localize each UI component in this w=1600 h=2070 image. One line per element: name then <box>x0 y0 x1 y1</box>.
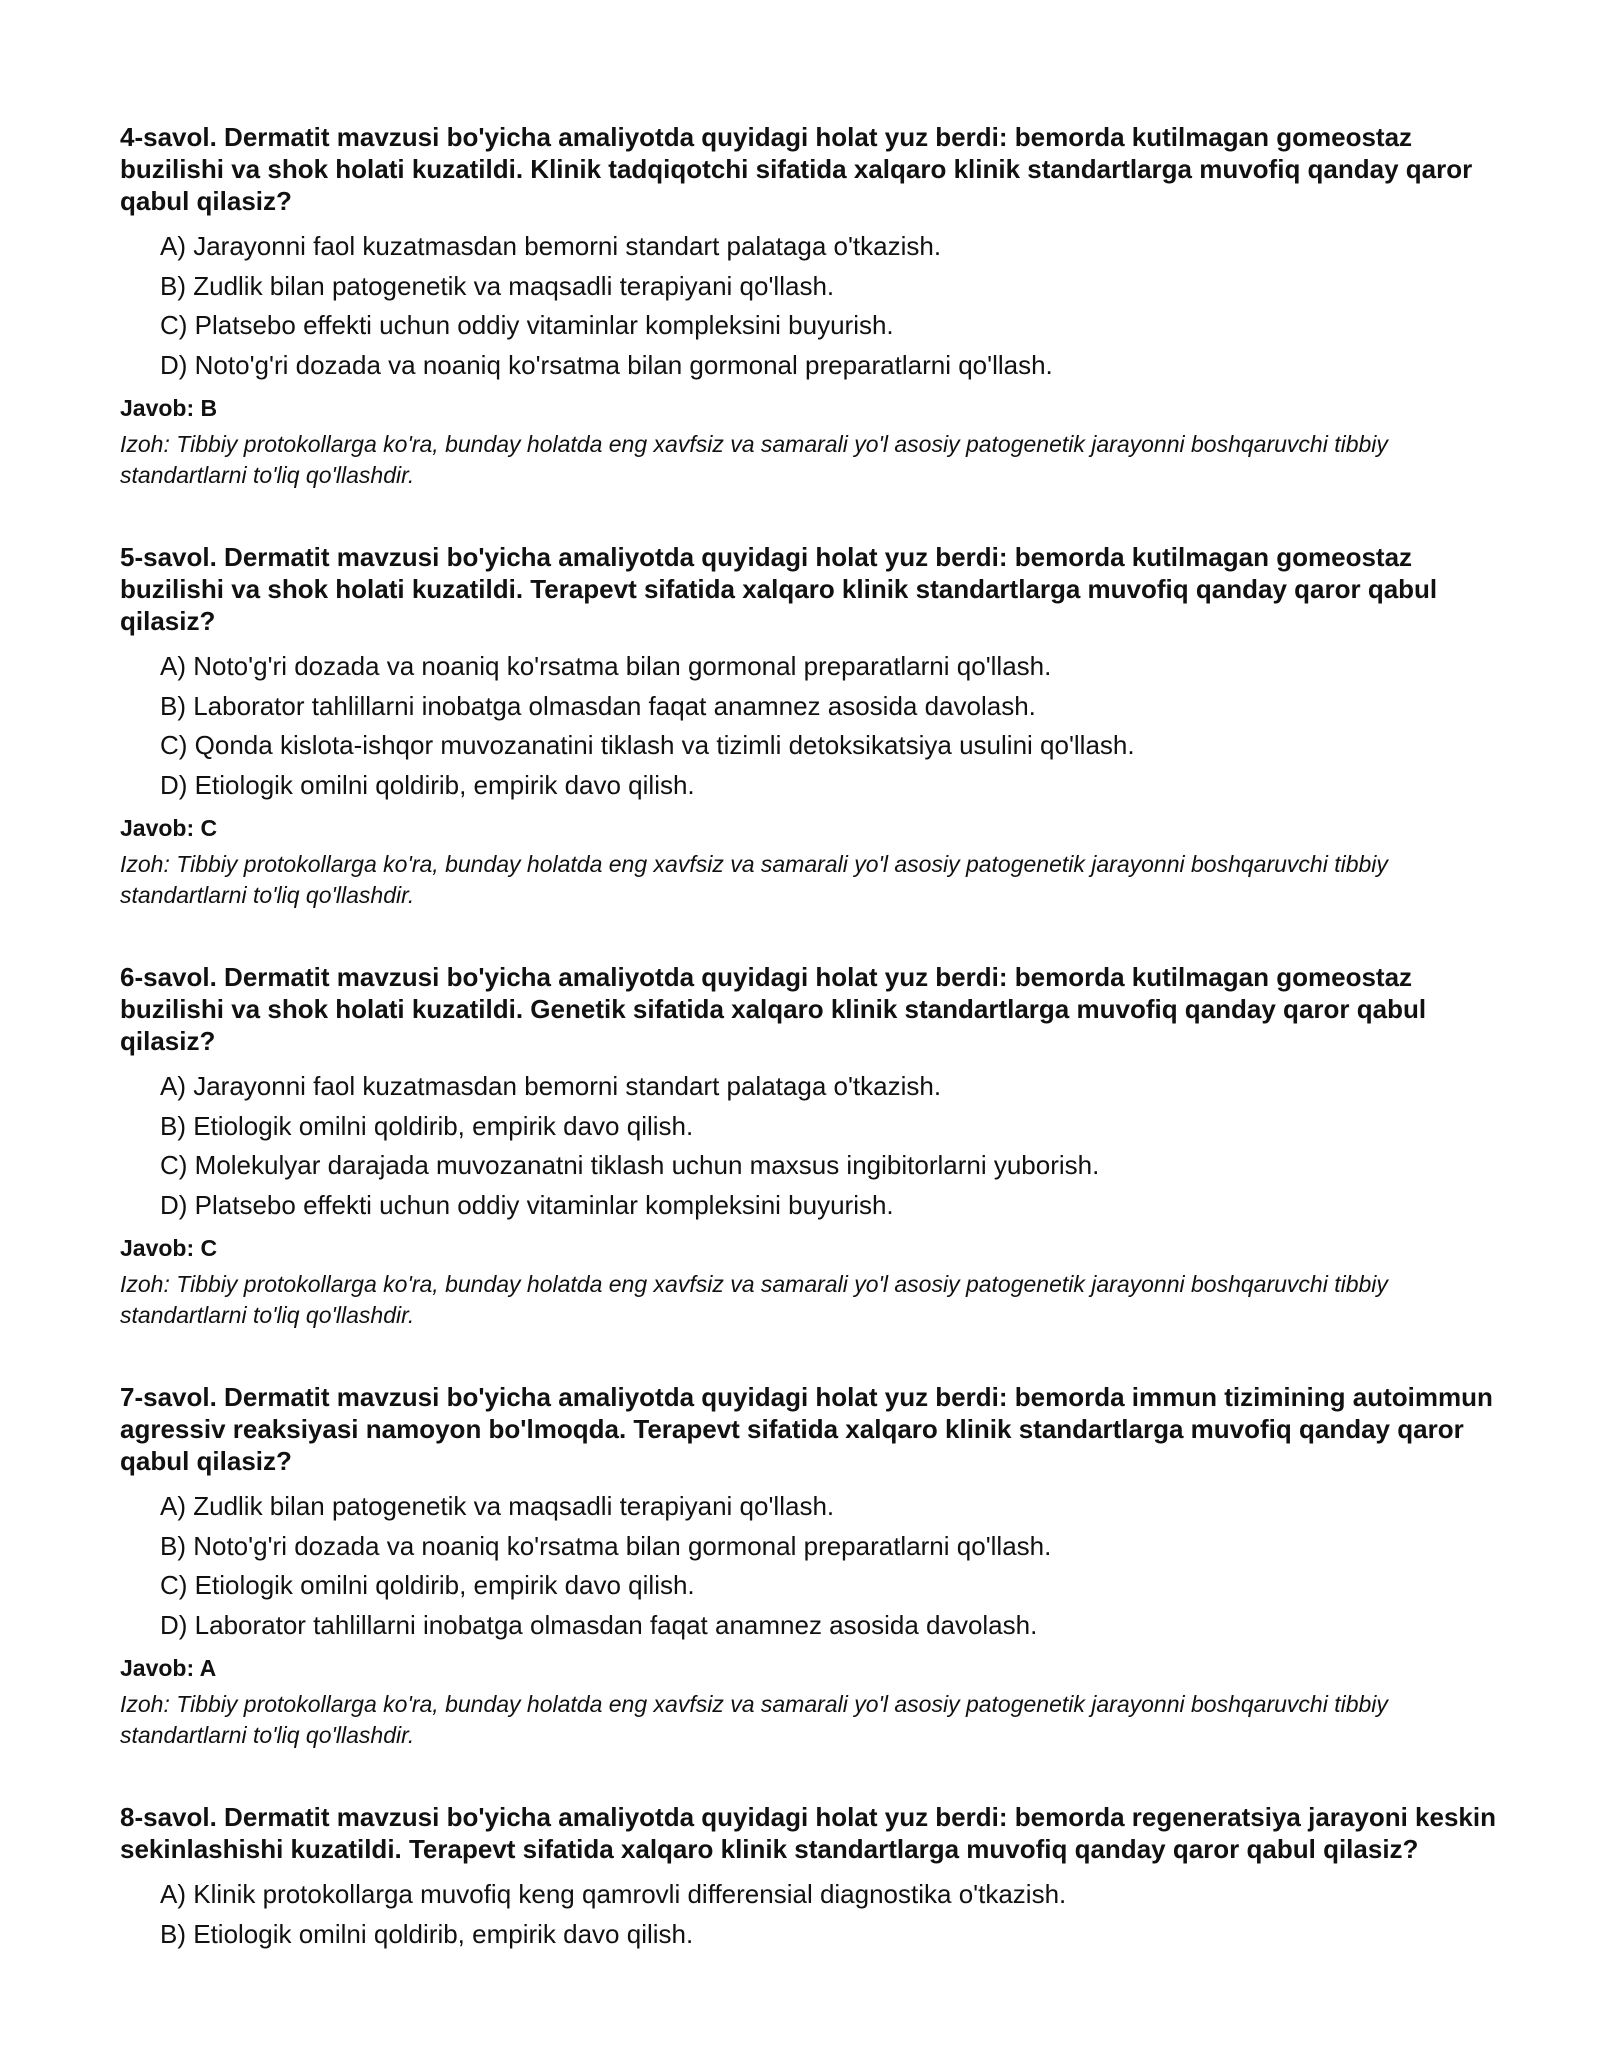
option-c: C) Platsebo effekti uchun oddiy vitaminlar kompleksini buyurish. <box>160 310 894 340</box>
option-list <box>120 1067 1500 1225</box>
question-title: 7-savol. Dermatit mavzusi bo'yicha amaliyotda quyidagi holat yuz berdi: bemorda immun tizimining autoimmun agressiv reaksiyasi namoyon bo'lmoqda. Terapevt sifatida xalqaro klinik standartlarga muvofiq qanday qaror qabul qilasiz? <box>120 1382 1493 1476</box>
question-6 <box>120 961 1500 1331</box>
option-a: A) Zudlik bilan patogenetik va maqsadli terapiyani qo'llash. <box>160 1491 835 1521</box>
option-list <box>120 647 1500 805</box>
document-page <box>120 121 1500 2004</box>
question-7 <box>120 1381 1500 1751</box>
option-b: B) Laborator tahlillarni inobatga olmasdan faqat anamnez asosida davolash. <box>160 690 1036 721</box>
question-5 <box>120 541 1500 911</box>
option-c: C) Molekulyar darajada muvozanatni tiklash uchun maxsus ingibitorlarni yuborish. <box>160 1150 1100 1180</box>
question-8 <box>120 1801 1500 1954</box>
question-title: 6-savol. Dermatit mavzusi bo'yicha amaliyotda quyidagi holat yuz berdi: bemorda kutilmagan gomeostaz buzilishi va shok holati kuzatildi. Genetik sifatida xalqaro klinik standartlarga muvofiq qanday qaror qabul qilasiz? <box>120 962 1427 1056</box>
question-title: 5-savol. Dermatit mavzusi bo'yicha amaliyotda quyidagi holat yuz berdi: bemorda kutilmagan gomeostaz buzilishi va shok holati kuzatildi. Terapevt sifatida xalqaro klinik standartlarga muvofiq qanday qaror qabul qilasiz? <box>120 542 1438 636</box>
option-a: A) Klinik protokollarga muvofiq keng qamrovli differensial diagnostika o'tkazish. <box>160 1879 1067 1909</box>
explanation-note: Izoh: Tibbiy protokollarga ko'ra, bunday holatda eng xavfsiz va samarali yo'l asosiy patogenetik jarayonni boshqaruvchi tibbiy standartlarni to'liq qo'llashdir. <box>120 1271 1388 1328</box>
question-4 <box>120 121 1500 491</box>
explanation-note: Izoh: Tibbiy protokollarga ko'ra, bunday holatda eng xavfsiz va samarali yo'l asosiy patogenetik jarayonni boshqaruvchi tibbiy standartlarni to'liq qo'llashdir. <box>120 1691 1388 1748</box>
option-b: B) Noto'g'ri dozada va noaniq ko'rsatma bilan gormonal preparatlarni qo'llash. <box>160 1530 1052 1561</box>
answer-label: Javob: B <box>120 395 218 421</box>
question-title: 4-savol. Dermatit mavzusi bo'yicha amaliyotda quyidagi holat yuz berdi: bemorda kutilmagan gomeostaz buzilishi va shok holati kuzatildi. Klinik tadqiqotchi sifatida xalqaro klinik standartlarga muvofiq qanday qaror qabul qilasiz? <box>120 122 1473 216</box>
option-d: D) Platsebo effekti uchun oddiy vitaminlar kompleksini buyurish. <box>160 1189 894 1220</box>
option-b: B) Etiologik omilni qoldirib, empirik davo qilish. <box>160 1918 694 1949</box>
answer-label: Javob: C <box>120 815 218 841</box>
option-list <box>120 227 1500 385</box>
option-c: C) Etiologik omilni qoldirib, empirik davo qilish. <box>160 1570 695 1600</box>
option-a: A) Noto'g'ri dozada va noaniq ko'rsatma bilan gormonal preparatlarni qo'llash. <box>160 651 1052 681</box>
explanation-note: Izoh: Tibbiy protokollarga ko'ra, bunday holatda eng xavfsiz va samarali yo'l asosiy patogenetik jarayonni boshqaruvchi tibbiy standartlarni to'liq qo'llashdir. <box>120 431 1388 488</box>
option-d: D) Etiologik omilni qoldirib, empirik davo qilish. <box>160 769 695 800</box>
explanation-note: Izoh: Tibbiy protokollarga ko'ra, bunday holatda eng xavfsiz va samarali yo'l asosiy patogenetik jarayonni boshqaruvchi tibbiy standartlarni to'liq qo'llashdir. <box>120 851 1388 908</box>
option-a: A) Jarayonni faol kuzatmasdan bemorni standart palataga o'tkazish. <box>160 1071 942 1101</box>
option-c: C) Qonda kislota-ishqor muvozanatini tiklash va tizimli detoksikatsiya usulini qo'llash. <box>160 730 1135 760</box>
option-d: D) Laborator tahlillarni inobatga olmasdan faqat anamnez asosida davolash. <box>160 1609 1038 1640</box>
option-b: B) Etiologik omilni qoldirib, empirik davo qilish. <box>160 1110 694 1141</box>
option-list <box>120 1875 1500 1954</box>
option-b: B) Zudlik bilan patogenetik va maqsadli terapiyani qo'llash. <box>160 270 835 301</box>
option-list <box>120 1487 1500 1645</box>
answer-label: Javob: C <box>120 1235 218 1261</box>
option-a: A) Jarayonni faol kuzatmasdan bemorni standart palataga o'tkazish. <box>160 231 942 261</box>
option-d: D) Noto'g'ri dozada va noaniq ko'rsatma bilan gormonal preparatlarni qo'llash. <box>160 349 1053 380</box>
answer-label: Javob: A <box>120 1655 217 1681</box>
question-title: 8-savol. Dermatit mavzusi bo'yicha amaliyotda quyidagi holat yuz berdi: bemorda regeneratsiya jarayoni keskin sekinlashishi kuzatildi. Terapevt sifatida xalqaro klinik standartlarga muvofiq qanday qaror qabul qilasiz? <box>120 1802 1496 1864</box>
